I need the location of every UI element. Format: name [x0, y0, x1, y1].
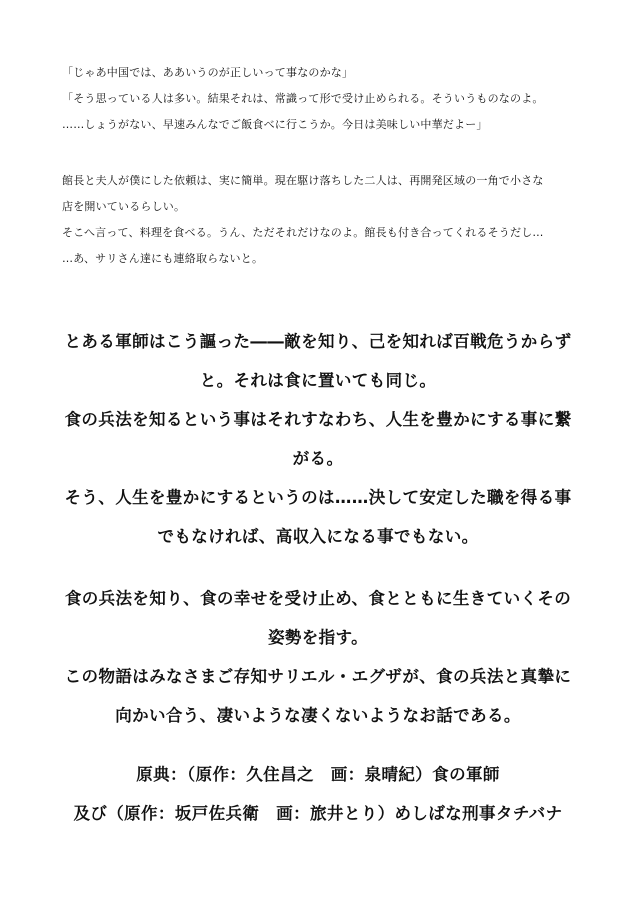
- credits-block: [40, 764, 596, 842]
- intro-line: がる。: [292, 449, 344, 468]
- narration-line: そこへ言って、料理を食べる。うん、ただそれだけなのよ。館長も付き合ってくれるそうだし…: [62, 226, 544, 239]
- narration-line: 店を開いているらしい。: [62, 200, 186, 213]
- intro-line: と。それは食に置いても同じ。: [199, 371, 437, 390]
- intro-line: でもなければ、高収入になる事でもない。: [157, 527, 479, 546]
- intro-line: この物語はみなさまご存知サリエル・エグザが、食の兵法と真摯に: [64, 667, 572, 686]
- credit-line: 原典：（原作：久住昌之 画：泉晴紀）食の軍師: [136, 765, 500, 784]
- intro-line: とある軍師はこう謳った――敵を知り、己を知れば百戦危うからず: [64, 332, 572, 351]
- intro-line: そう、人生を豊かにするというのは……決して安定した職を得る事: [64, 488, 572, 507]
- dialogue-line: ……しょうがない、早速みんなでご飯食べに行こうか。今日は美味しい中華だよー」: [62, 118, 488, 131]
- credit-line: 及び（原作：坂戸佐兵衛 画：旅井とり）めしばな刑事タチバナ: [73, 804, 563, 823]
- dialogue-line: 「そう思っている人は多い。結果それは、常識って形で受け止められる。そういうものなのよ。: [62, 92, 544, 105]
- dialogue-line: 「じゃあ中国では、ああいうのが正しいって事なのかな」: [62, 66, 354, 79]
- intro-line: 食の兵法を知るという事はそれすなわち、人生を豊かにする事に繋: [64, 410, 572, 429]
- narration-line: 館長と夫人が僕にした依頼は、実に簡単。現在駆け落ちした二人は、再開発区域の一角で小さな: [62, 174, 544, 187]
- intro-block-2: [40, 588, 596, 744]
- narration-block: [62, 174, 582, 278]
- intro-line: 姿勢を指す。: [267, 628, 369, 647]
- narration-line: …あ、サリさん達にも連絡取らないと。: [62, 252, 264, 265]
- intro-line: 食の兵法を知り、食の幸せを受け止め、食とともに生きていくその: [64, 589, 572, 608]
- intro-line: 向かい合う、凄いような凄くないようなお話である。: [115, 706, 521, 725]
- intro-block: [40, 331, 596, 565]
- dialogue-block: [62, 66, 582, 144]
